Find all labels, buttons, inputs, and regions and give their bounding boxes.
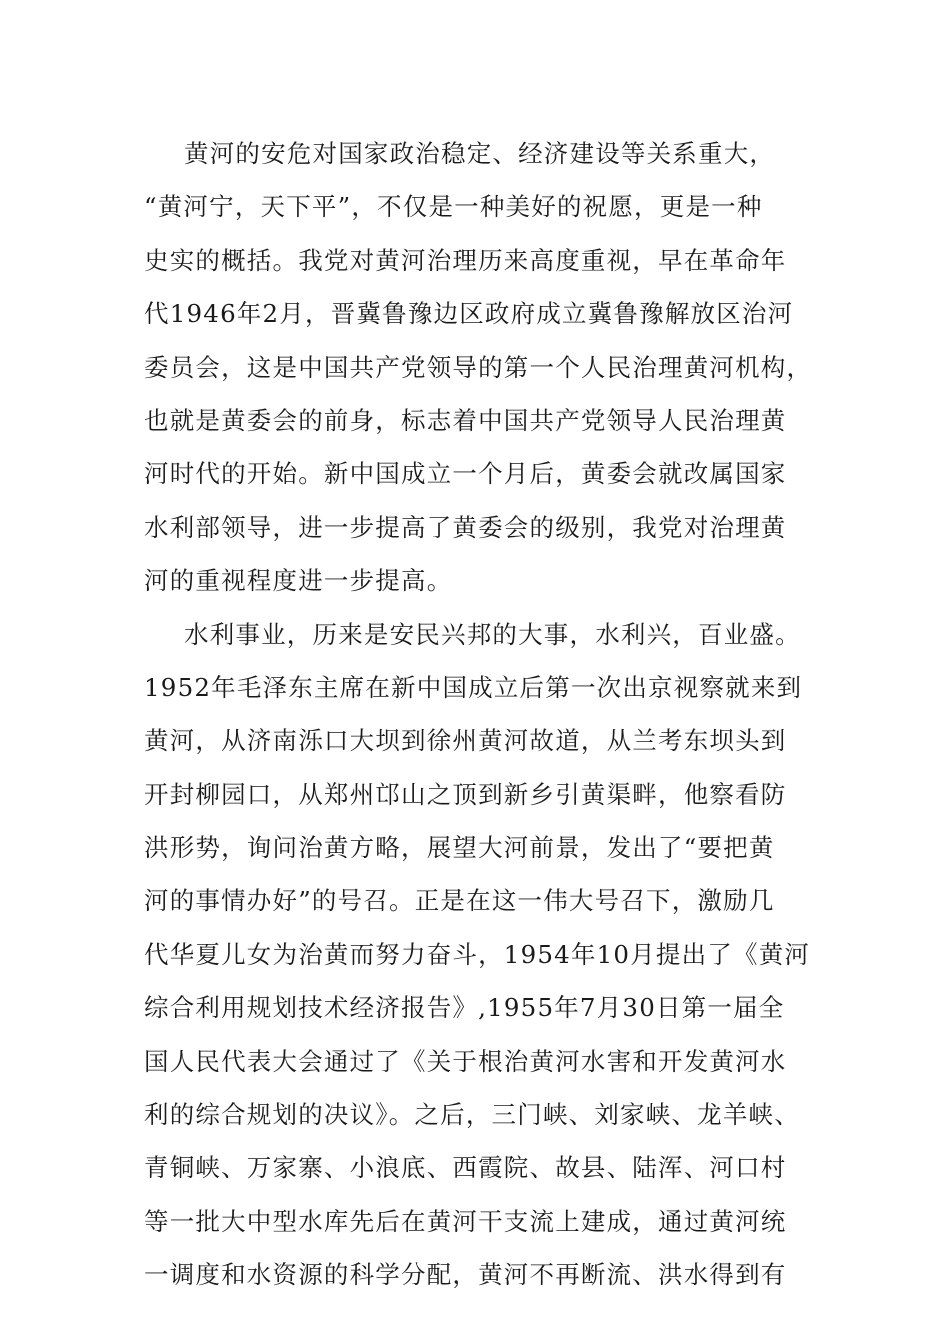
paragraph-line: 史实的概括。我党对黄河治理历来高度重视，早在革命年	[144, 245, 787, 275]
paragraph-line: 等一批大中型水库先后在黄河干支流上建成，通过黄河统	[144, 1206, 787, 1236]
paragraph-line: 代1946年2月，晋冀鲁豫边区政府成立冀鲁豫解放区治河	[144, 299, 794, 329]
paragraph-line: 黄河的安危对国家政治稳定、经济建设等关系重大，	[184, 139, 776, 168]
paragraph-2	[144, 608, 811, 1302]
paragraph-line: 代华夏儿女为治黄而努力奋斗，1954年10月提出了《黄河	[144, 939, 811, 969]
document-body	[144, 127, 813, 1302]
paragraph-line: 也就是黄委会的前身，标志着中国共产党领导人民治理黄	[144, 405, 787, 435]
paragraph-line: 国人民代表大会通过了《关于根治黄河水害和开发黄河水	[144, 1046, 787, 1076]
paragraph-line: 青铜峡、万家寨、小浪底、西霞院、故县、陆浑、河口村	[144, 1153, 787, 1183]
paragraph-line: 开封柳园口，从郑州邙山之顶到新乡引黄渠畔，他察看防	[144, 779, 787, 809]
paragraph-line: 利的综合规划的决议》。之后，三门峡、刘家峡、龙羊峡、	[144, 1100, 800, 1130]
paragraph-line: 综合利用规划技术经济报告》,1955年7月30日第一届全	[144, 993, 785, 1023]
paragraph-line: 委员会，这是中国共产党领导的第一个人民治理黄河机构，	[144, 352, 813, 382]
paragraph-line: 河时代的开始。新中国成立一个月后，黄委会就改属国家	[144, 459, 787, 489]
paragraph-line: 一调度和水资源的科学分配，黄河不再断流、洪水得到有	[144, 1260, 787, 1290]
paragraph-line: 1952年毛泽东主席在新中国成立后第一次出京视察就来到	[144, 672, 803, 702]
paragraph-line: 黄河，从济南泺口大坝到徐州黄河故道，从兰考东坝头到	[144, 726, 787, 756]
paragraph-line: 河的重视程度进一步提高。	[144, 566, 453, 596]
paragraph-line: 水利事业，历来是安民兴邦的大事，水利兴，百业盛。	[184, 619, 801, 649]
paragraph-line: 水利部领导，进一步提高了黄委会的级别，我党对治理黄	[144, 512, 787, 542]
paragraph-line: 洪形势，询问治黄方略，展望大河前景，发出了“要把黄	[144, 833, 775, 863]
paragraph-line: “黄河宁，天下平”，不仅是一种美好的祝愿，更是一种	[144, 192, 763, 222]
paragraph-1	[144, 127, 813, 608]
paragraph-line: 河的事情办好”的号召。正是在这一伟大号召下，激励几	[144, 886, 775, 916]
